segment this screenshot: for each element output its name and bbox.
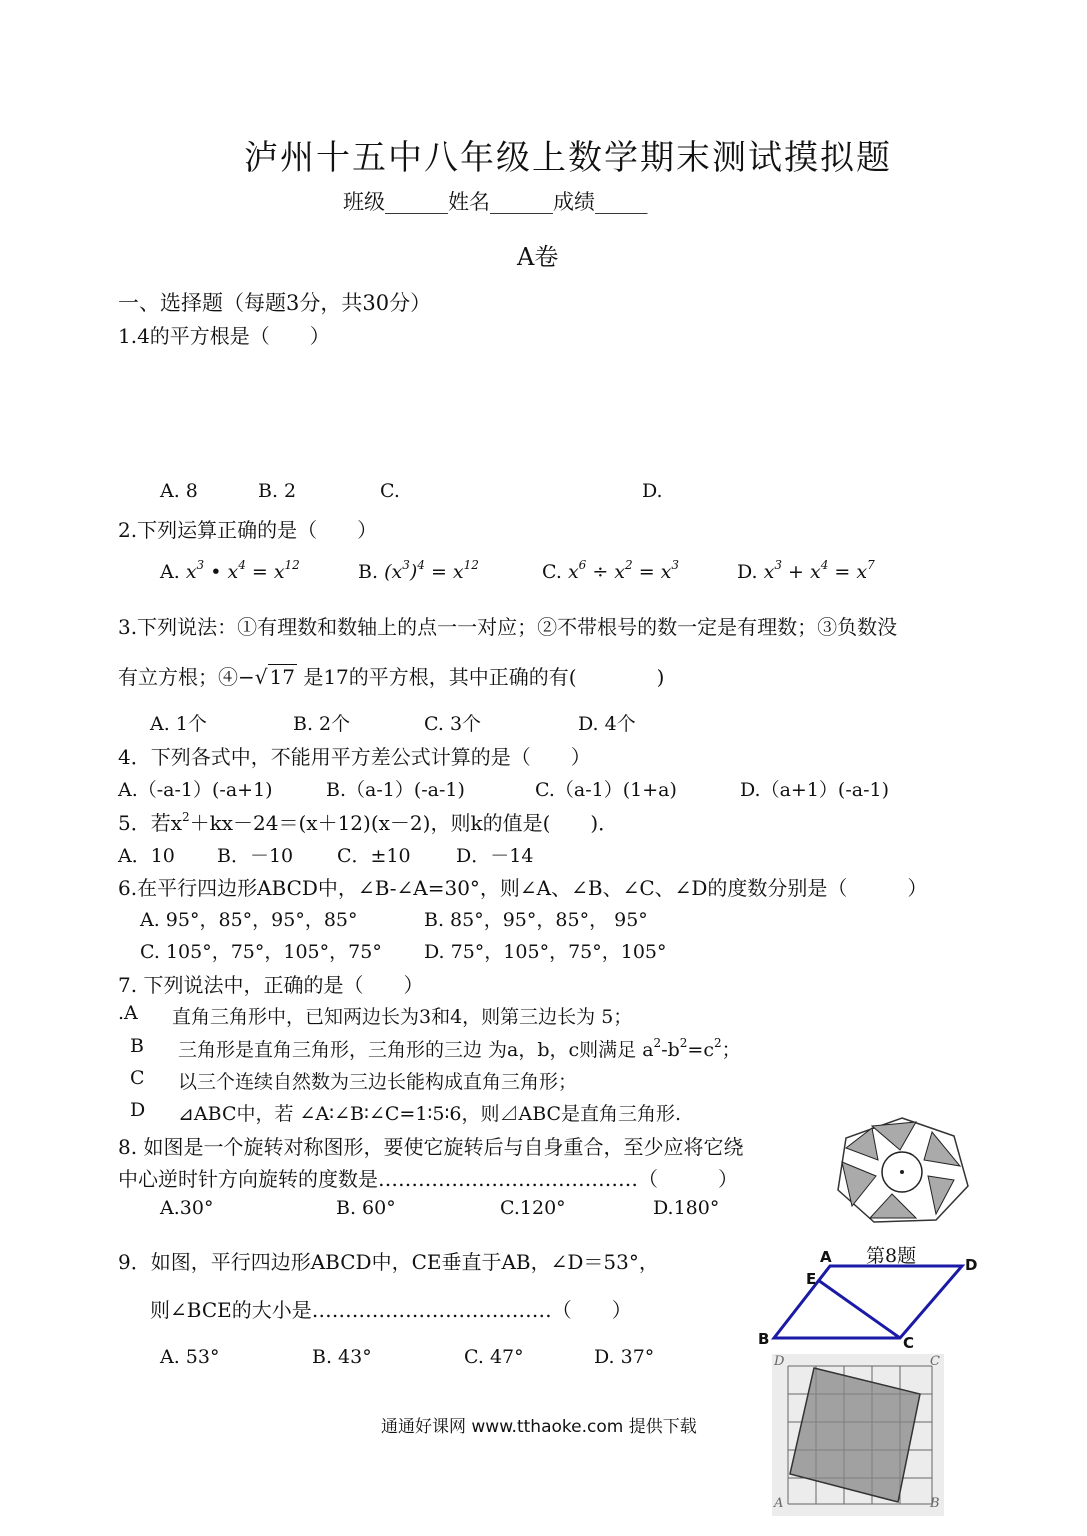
q5-stem-suffix: ＋kx－24＝(x＋12)(x－2)，则k的值是( )． (189, 811, 619, 835)
q2-option-d-formula: $x^3 + x^4 = x^7$ (763, 558, 875, 583)
question-9-line-1: 9．如图，平行四边形ABCD中，CE垂直于AB，∠D＝53°， (118, 1250, 659, 1274)
q8-option-c: C.120° (500, 1197, 566, 1219)
vertex-label-e: E (806, 1270, 817, 1288)
q2-option-d (737, 558, 875, 583)
q2-option-a (160, 558, 300, 583)
grid-corner-c: C (930, 1354, 940, 1369)
q5-option-c: C．±10 (337, 845, 411, 867)
q2-option-c-formula: $x^6 \div x^2 = x^3$ (567, 558, 680, 583)
q6-option-a: A. 95°，85°，95°，85° (140, 909, 358, 931)
q1-option-a: A. 8 (160, 480, 198, 502)
q3-option-c: C. 3个 (424, 713, 482, 735)
q7-option-c-text: 以三个连续自然数为三边长能构成直角三角形； (178, 1071, 578, 1093)
q4-option-b: B.（a-1）(-a-1) (326, 779, 465, 801)
grid-corner-a: A (774, 1496, 784, 1511)
q7-option-b-prefix: 三角形是直角三角形，三角形的三边 为a，b，c则满足 a (178, 1039, 654, 1061)
q5-option-b: B．－10 (217, 845, 294, 867)
q4-option-a: A.（-a-1）(-a+1) (118, 779, 273, 801)
grid-corner-d: D (774, 1354, 785, 1369)
q1-option-c: C. (380, 480, 400, 502)
volume-label: A卷 (517, 243, 559, 271)
vertex-label-d: D (965, 1256, 978, 1274)
q9-option-b: B. 43° (312, 1346, 372, 1368)
q9-option-c: C. 47° (464, 1346, 524, 1368)
q5-option-d: D．－14 (456, 845, 534, 867)
q5-stem-prefix: 5．若x (118, 811, 183, 835)
q7-option-a-key: .A (118, 1002, 138, 1024)
q6-option-c: C. 105°，75°，105°，75° (140, 941, 382, 963)
vertex-label-a: A (820, 1248, 832, 1266)
question-1-stem: 1.4的平方根是（ ） (118, 324, 330, 348)
q3-option-b: B. 2个 (293, 713, 351, 735)
page-title: 泸州十五中八年级上数学期末测试摸拟题 (244, 138, 892, 178)
q6-option-b: B. 85°，95°，85°， 95° (424, 909, 648, 931)
parallelogram-figure (754, 1246, 984, 1356)
question-4-stem: 4．下列各式中，不能用平方差公式计算的是（ ） (118, 745, 591, 769)
question-7-stem: 7. 下列说法中，正确的是（ ） (118, 973, 424, 997)
q2-option-b-formula: $(x^3)^4 = x^{12}$ (384, 558, 479, 583)
q5-option-a: A．10 (118, 845, 175, 867)
student-info-line: 班级______姓名______成绩_____ (343, 190, 648, 214)
q8-option-b: B. 60° (336, 1197, 396, 1219)
q1-option-b: B. 2 (258, 480, 297, 502)
q7-option-b-text: 三角形是直角三角形，三角形的三边 为a，b，c则满足 $a^2-b^2=c^2$； (178, 1036, 741, 1061)
question-3-line-2 (118, 661, 664, 690)
q2-option-d-key: D. (737, 561, 758, 583)
q2-option-c-key: C. (542, 561, 562, 583)
q2-option-b (358, 558, 479, 583)
q7-option-a-text: 直角三角形中，已知两边长为3和4，则第三边长为 5； (172, 1006, 633, 1028)
q6-option-d: D. 75°，105°，75°，105° (424, 941, 667, 963)
question-6-stem: 6.在平行四边形ABCD中，∠B-∠A=30°，则∠A、∠B、∠C、∠D的度数分别是（ ） (118, 876, 928, 900)
q8-option-a: A.30° (160, 1197, 214, 1219)
question-9-line-2: 则∠BCE的大小是………………………………（ ） (150, 1298, 632, 1322)
figure-8-caption: 第8题 (866, 1245, 917, 1267)
rotational-symmetry-figure (832, 1114, 972, 1226)
q4-option-c: C.（a-1）(1+a) (535, 779, 677, 801)
vertex-label-c: C (903, 1334, 915, 1352)
q8-option-d: D.180° (653, 1197, 720, 1219)
question-3-line-1: 3.下列说法：①有理数和数轴上的点一一对应；②不带根号的数一定是有理数；③负数没 (118, 615, 898, 639)
q4-option-d: D.（a+1）(-a-1) (740, 779, 890, 801)
q2-option-c (542, 558, 680, 583)
grid-square-figure (772, 1354, 944, 1516)
question-5-stem: 5．若$x^2+kx-24=(x+12)(x-2)$，则k的值是( )． (118, 810, 619, 835)
vertex-label-b: B (758, 1330, 770, 1348)
question-8-line-1: 8. 如图是一个旋转对称图形，要使它旋转后与自身重合，至少应将它绕 (118, 1135, 744, 1159)
q7-option-b-key: B (130, 1035, 144, 1057)
question-8-line-2: 中心逆时针方向旋转的度数是…………………………………（ ） (118, 1167, 738, 1191)
q2-option-a-key: A. (160, 561, 180, 583)
q3-line-2-suffix: 是17的平方根，其中正确的有( ) (303, 665, 665, 689)
q7-option-d-text: ⊿ABC中，若 ∠A∶∠B∶∠C=1∶5∶6，则⊿ABC是直角三角形. (178, 1103, 682, 1125)
neg-sqrt-17: −√ 17 (238, 665, 295, 689)
q7-option-d-key: D (130, 1099, 146, 1121)
q9-option-d: D. 37° (594, 1346, 655, 1368)
question-2-stem: 2.下列运算正确的是（ ） (118, 518, 378, 542)
footer-source: 通通好课网 www.tthaoke.com 提供下载 (381, 1417, 697, 1437)
grid-corner-b: B (930, 1496, 940, 1511)
q9-option-a: A. 53° (160, 1346, 220, 1368)
q3-option-a: A. 1个 (150, 713, 207, 735)
q3-option-d: D. 4个 (578, 713, 636, 735)
q2-option-b-key: B. (358, 561, 379, 583)
q2-option-a-formula: $x^3$ • $x^4 = x^{12}$ (185, 558, 300, 583)
q7-option-c-key: C (130, 1067, 145, 1089)
q1-option-d: D. (642, 480, 663, 502)
section-title: 一、选择题（每题3分，共30分） (118, 291, 432, 315)
q3-line-2-prefix: 有立方根；④ (118, 665, 238, 689)
